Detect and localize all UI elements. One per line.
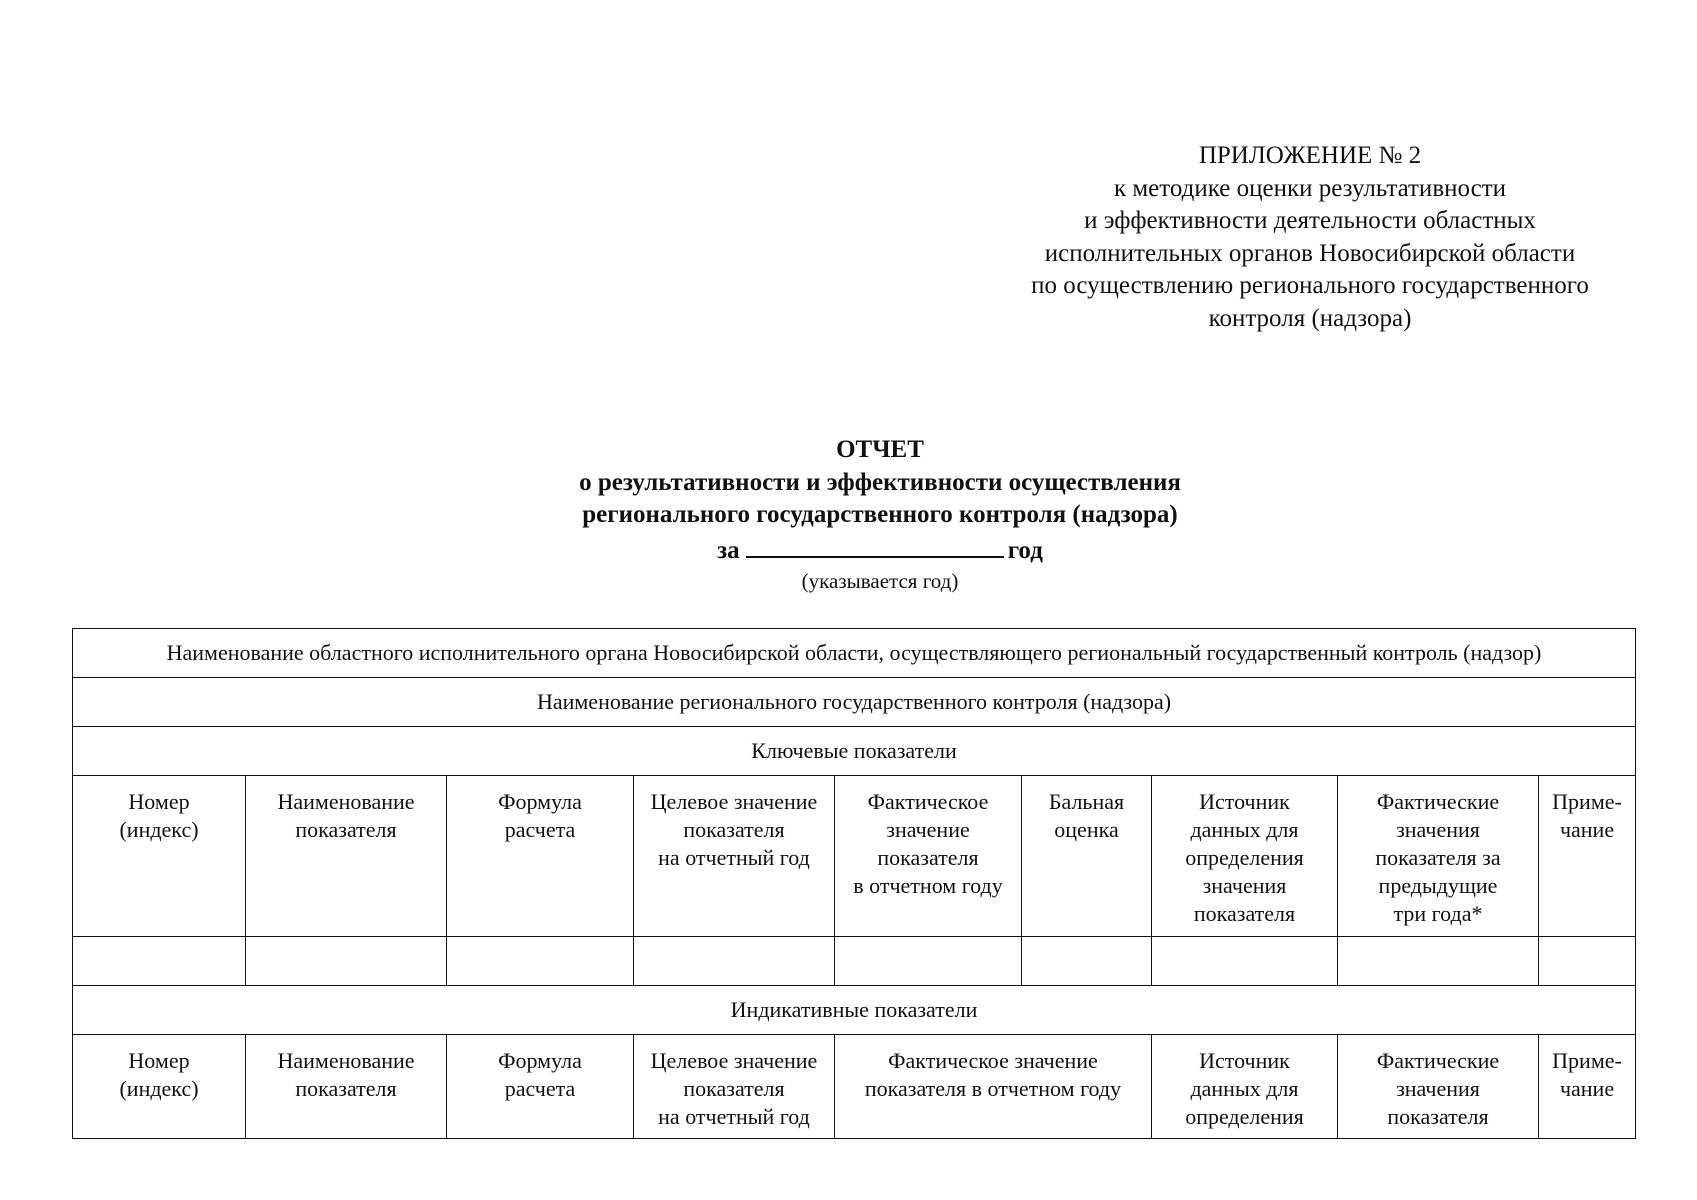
key-indicators-header-row (73, 776, 1636, 937)
control-name-row (73, 678, 1636, 727)
empty-cell[interactable] (73, 937, 246, 986)
empty-cell[interactable] (835, 937, 1022, 986)
report-year-line (380, 532, 1380, 568)
header-score: Бальная оценка (1022, 776, 1152, 937)
organ-name-cell: Наименование областного исполнительного органа Новосибирской области, осуществляющего региональный государственный контроль (надзор) (73, 629, 1636, 678)
header-actual-value: Фактическое значение показателя в отчетном году (835, 776, 1022, 937)
header-index: Номер (индекс) (73, 776, 246, 937)
key-indicators-section-row (73, 727, 1636, 776)
header-note: Приме- чание (1539, 776, 1636, 937)
appendix-line: по осуществлению регионального государственного (1031, 272, 1589, 300)
empty-cell[interactable] (1338, 937, 1539, 986)
header-note: Приме- чание (1539, 1035, 1636, 1139)
organ-name-row (73, 629, 1636, 678)
report-table (72, 628, 1636, 1139)
header-previous-values: Фактические значения показателя (1338, 1035, 1539, 1139)
header-indicator-name: Наименование показателя (246, 776, 447, 937)
header-actual-value: Фактическое значение показателя в отчетном году (835, 1035, 1152, 1139)
header-data-source: Источник данных для определения (1152, 1035, 1338, 1139)
report-subtitle-line-1: о результативности и эффективности осуществления (579, 468, 1181, 496)
header-indicator-name: Наименование показателя (246, 1035, 447, 1139)
header-target-value: Целевое значение показателя на отчетный год (634, 1035, 835, 1139)
appendix-line: и эффективности деятельности областных (1084, 207, 1536, 235)
year-prefix: за (717, 536, 740, 564)
appendix-line: контроля (надзора) (1208, 304, 1412, 332)
header-formula: Формула расчета (447, 1035, 634, 1139)
empty-cell[interactable] (1152, 937, 1338, 986)
appendix-line: исполнительных органов Новосибирской области (1044, 239, 1576, 267)
appendix-line: к методике оценки результативности (1113, 174, 1507, 202)
empty-cell[interactable] (246, 937, 447, 986)
header-previous-years: Фактические значения показателя за предыдущие три года* (1338, 776, 1539, 937)
report-heading: ОТЧЕТ (836, 436, 924, 463)
empty-cell[interactable] (1539, 937, 1636, 986)
empty-cell[interactable] (447, 937, 634, 986)
indicative-indicators-header-row (73, 1035, 1636, 1139)
empty-cell[interactable] (634, 937, 835, 986)
control-name-cell: Наименование регионального государственного контроля (надзора) (73, 678, 1636, 727)
header-formula: Формула расчета (447, 776, 634, 937)
indicative-indicators-section-title: Индикативные показатели (73, 986, 1636, 1035)
report-title (380, 434, 1380, 567)
appendix-line: ПРИЛОЖЕНИЕ № 2 (1198, 142, 1422, 169)
year-suffix: год (1007, 536, 1043, 564)
key-indicators-section-title: Ключевые показатели (73, 727, 1636, 776)
report-subtitle-line-2: регионального государственного контроля (надзора) (582, 501, 1178, 529)
indicative-indicators-section-row (73, 986, 1636, 1035)
header-index: Номер (индекс) (73, 1035, 246, 1139)
header-target-value: Целевое значение показателя на отчетный год (634, 776, 835, 937)
empty-cell[interactable] (1022, 937, 1152, 986)
year-blank-field[interactable] (746, 532, 1004, 558)
year-hint: (указывается год) (801, 569, 959, 593)
header-data-source: Источник данных для определения значения показателя (1152, 776, 1338, 937)
key-indicators-empty-row (73, 937, 1636, 986)
appendix-header (960, 140, 1660, 336)
